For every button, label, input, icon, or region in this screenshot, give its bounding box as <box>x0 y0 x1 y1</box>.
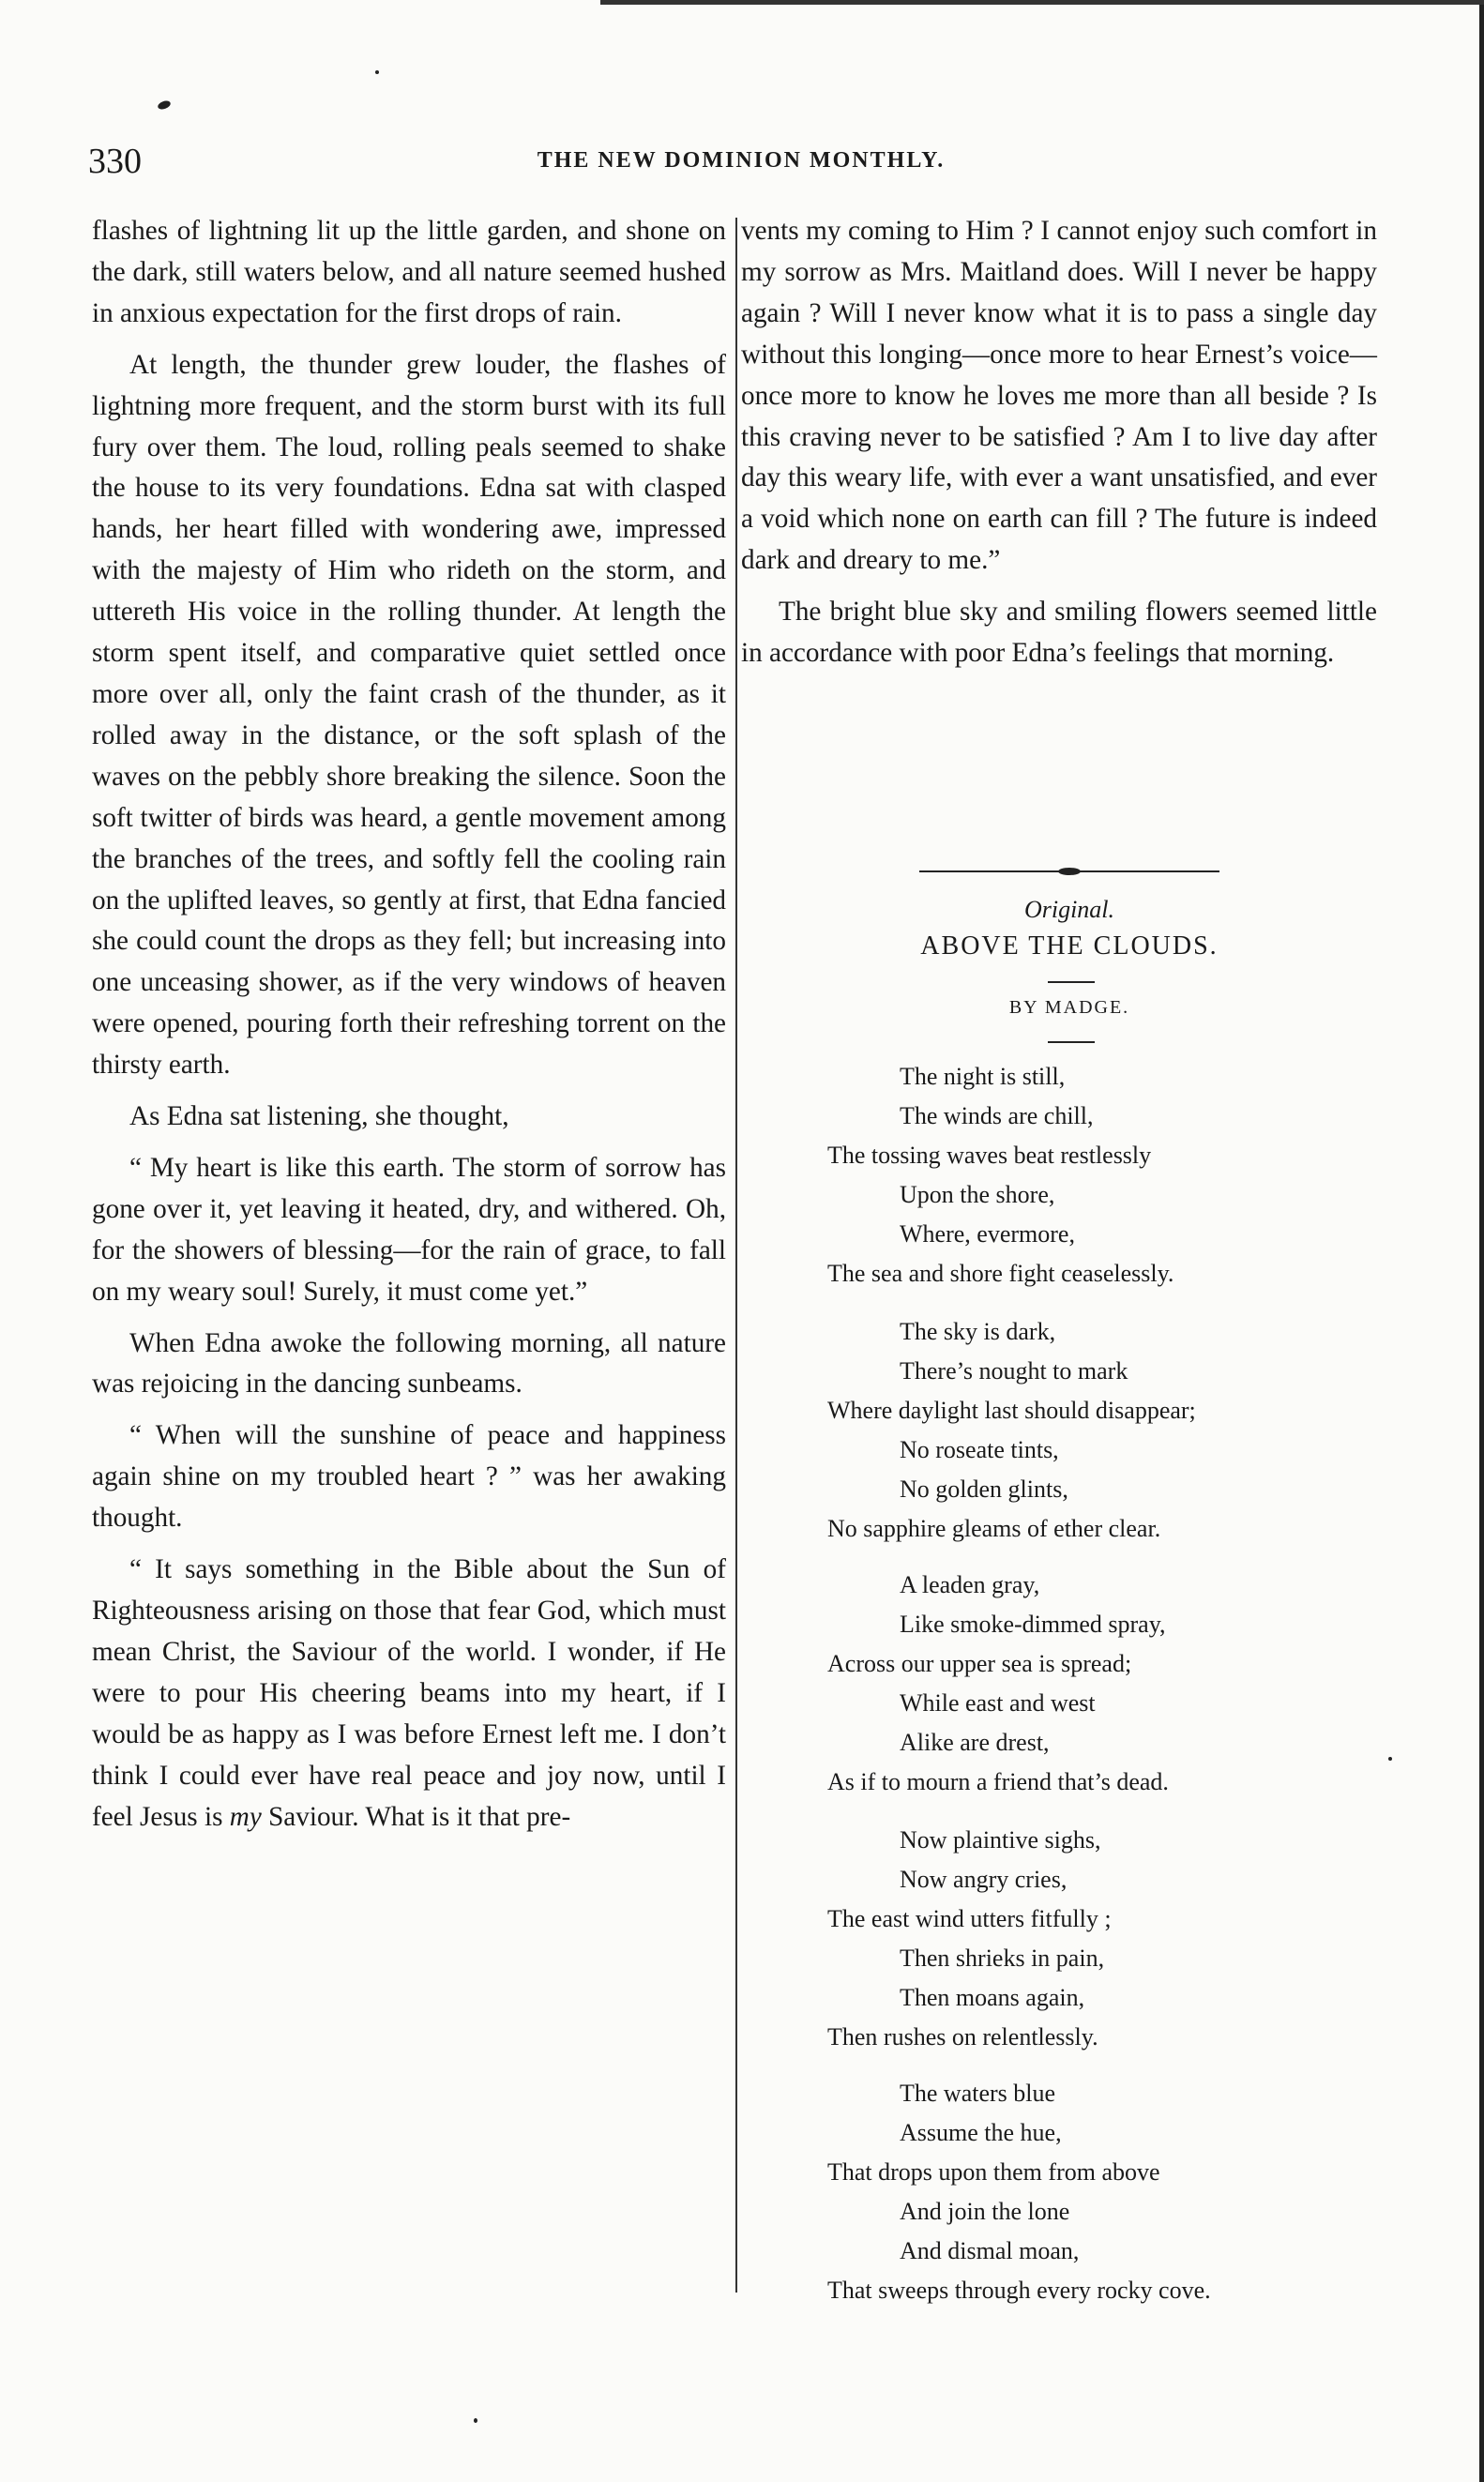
poem-line: Then shrieks in pain, <box>900 1944 1105 1972</box>
poem-stanza <box>827 1566 1169 1801</box>
section-divider <box>919 867 1219 876</box>
poem-line: Where, evermore, <box>900 1219 1075 1248</box>
paragraph: “ My heart is like this earth. The storm of sorrow has gone over it, yet leaving it heated, dry, and withered. Oh, for the showers of blessing—for the rain of grace, to fall on my weary soul! Surely, it must come yet.” <box>92 1152 726 1307</box>
poem-line: Upon the shore, <box>900 1180 1055 1208</box>
paragraph: flashes of lightning lit up the little garden, and shone on the dark, still waters below, and all nature seemed hushed in anxious expectation for the first drops of rain. <box>92 216 726 328</box>
ink-speck <box>474 2418 477 2423</box>
column-divider <box>735 218 737 2293</box>
paragraph <box>92 1550 726 1838</box>
ink-speck <box>1388 1757 1392 1761</box>
left-column <box>92 211 726 1848</box>
poem-line: Now angry cries, <box>900 1865 1068 1893</box>
page-number: 330 <box>88 142 142 181</box>
poem-line: Assume the hue, <box>900 2118 1062 2146</box>
text-run: Saviour. What is it that pre- <box>261 1801 571 1832</box>
poem-line: Like smoke-dimmed spray, <box>900 1610 1166 1638</box>
poem-line: Then moans again, <box>900 1983 1085 2011</box>
poem-line: The waters blue <box>900 2080 1056 2107</box>
poem-byline: BY MADGE. <box>1008 997 1130 1018</box>
poem-line: Alike are drest, <box>900 1728 1050 1756</box>
text-run: “ It says something in the Bible about the Sun of Righteousness arising on those that fear God, which must mean Christ, the Saviour of the world. I wonder, if He were to pour His cheering beams into my heart, if I would be as happy as I was before Ernest left me. I don’t think I could ever have real peace and joy now, until I feel Jesus is <box>92 1554 726 1832</box>
poem-line: That drops upon them from above <box>827 2157 1160 2186</box>
paragraph: “ When will the sunshine of peace and happiness again shine on my troubled heart ? ” was her awaking thought. <box>92 1420 726 1534</box>
poem-line: That sweeps through every rocky cove. <box>827 2276 1211 2304</box>
poem-line: And join the lone <box>900 2197 1070 2225</box>
divider-ornament <box>1058 868 1081 875</box>
poem-line: The east wind utters fitfully ; <box>827 1904 1112 1932</box>
poem-title: ABOVE THE CLOUDS. <box>920 931 1219 961</box>
paragraph: vents my coming to Him ? I cannot enjoy such comfort in my sorrow as Mrs. Maitland does. Will I never be happy again ? Will I never know what it is to pass a single day without this longing—once more to hear Ernest’s voice—once more to know he loves me more than all beside ? Is this craving never to be satisfied ? Am I to live day after day this weary life, with ever a want unsatisfied, and ever a void which none on earth can fill ? The future is indeed dark and dreary to me.” <box>741 216 1377 576</box>
poem-line: No roseate tints, <box>900 1435 1059 1463</box>
poem-line: Then rushes on relentlessly. <box>827 2022 1098 2051</box>
poem-stanza <box>827 1312 1196 1548</box>
poem-line: The sky is dark, <box>900 1318 1056 1345</box>
running-head: THE NEW DOMINION MONTHLY. <box>537 148 946 173</box>
poem-origin: Original. <box>1023 896 1115 923</box>
poem-line: The night is still, <box>900 1063 1066 1090</box>
poem-stanza <box>827 2074 1211 2309</box>
ink-mark <box>157 99 172 111</box>
poem-line: The winds are chill, <box>900 1101 1094 1129</box>
ink-speck <box>375 70 379 74</box>
poem-line: No sapphire gleams of ether clear. <box>827 1514 1161 1542</box>
poem-line: Now plaintive sighs, <box>900 1826 1101 1854</box>
poem-line: Across our upper sea is spread; <box>827 1649 1132 1677</box>
poem-line: Where daylight last should disappear; <box>827 1396 1196 1424</box>
page-edge-right <box>1479 0 1484 2482</box>
paragraph: The bright blue sky and smiling flowers seemed little in accordance with poor Edna’s feelings that morning. <box>741 597 1377 669</box>
page-edge-top <box>600 0 1484 5</box>
paragraph: When Edna awoke the following morning, all nature was rejoicing in the dancing sunbeams. <box>92 1327 726 1400</box>
paragraph: As Edna sat listening, she thought, <box>129 1101 509 1132</box>
poem-line: And dismal moan, <box>900 2236 1080 2264</box>
emphasis: my <box>229 1801 262 1832</box>
poem-line: A leaden gray, <box>900 1571 1040 1598</box>
poem-line: While east and west <box>900 1688 1096 1717</box>
poem-line: No golden glints, <box>900 1475 1068 1503</box>
byline-rule <box>1048 1041 1095 1043</box>
poem-line: As if to mourn a friend that’s dead. <box>827 1767 1169 1795</box>
poem-stanza <box>827 1821 1112 2056</box>
poem-line: The sea and shore fight ceaselessly. <box>827 1259 1174 1287</box>
right-column <box>741 211 1377 685</box>
poem-line: The tossing waves beat restlessly <box>827 1141 1152 1169</box>
page-header <box>0 141 1484 188</box>
poem-stanza <box>827 1057 1174 1293</box>
paragraph: At length, the thunder grew louder, the flashes of lightning more frequent, and the storm burst with its full fury over them. The loud, rolling peals seemed to shake the house to its very foundations. Edna sat with clasped hands, her heart filled with wondering awe, impressed with the majesty of Him who rideth on the storm, and uttereth His voice in the rolling thunder. At length the storm spent itself, and comparative quiet settled once more over all, only the faint crash of the thunder, as it rolled away in the distance, or the soft splash of the waves on the pebbly shore breaking the silence. Soon the soft twitter of birds was heard, a gentle movement among the branches of the trees, and softly fell the cooling rain on the uplifted leaves, so gently at first, that Edna fancied she could count the drops as they fell; but increasing into one unceasing shower, as if the very windows of heaven were opened, pouring forth their refreshing torrent on the thirsty earth. <box>92 349 726 1081</box>
title-rule <box>1048 981 1095 983</box>
poem-line: There’s nought to mark <box>900 1356 1128 1385</box>
